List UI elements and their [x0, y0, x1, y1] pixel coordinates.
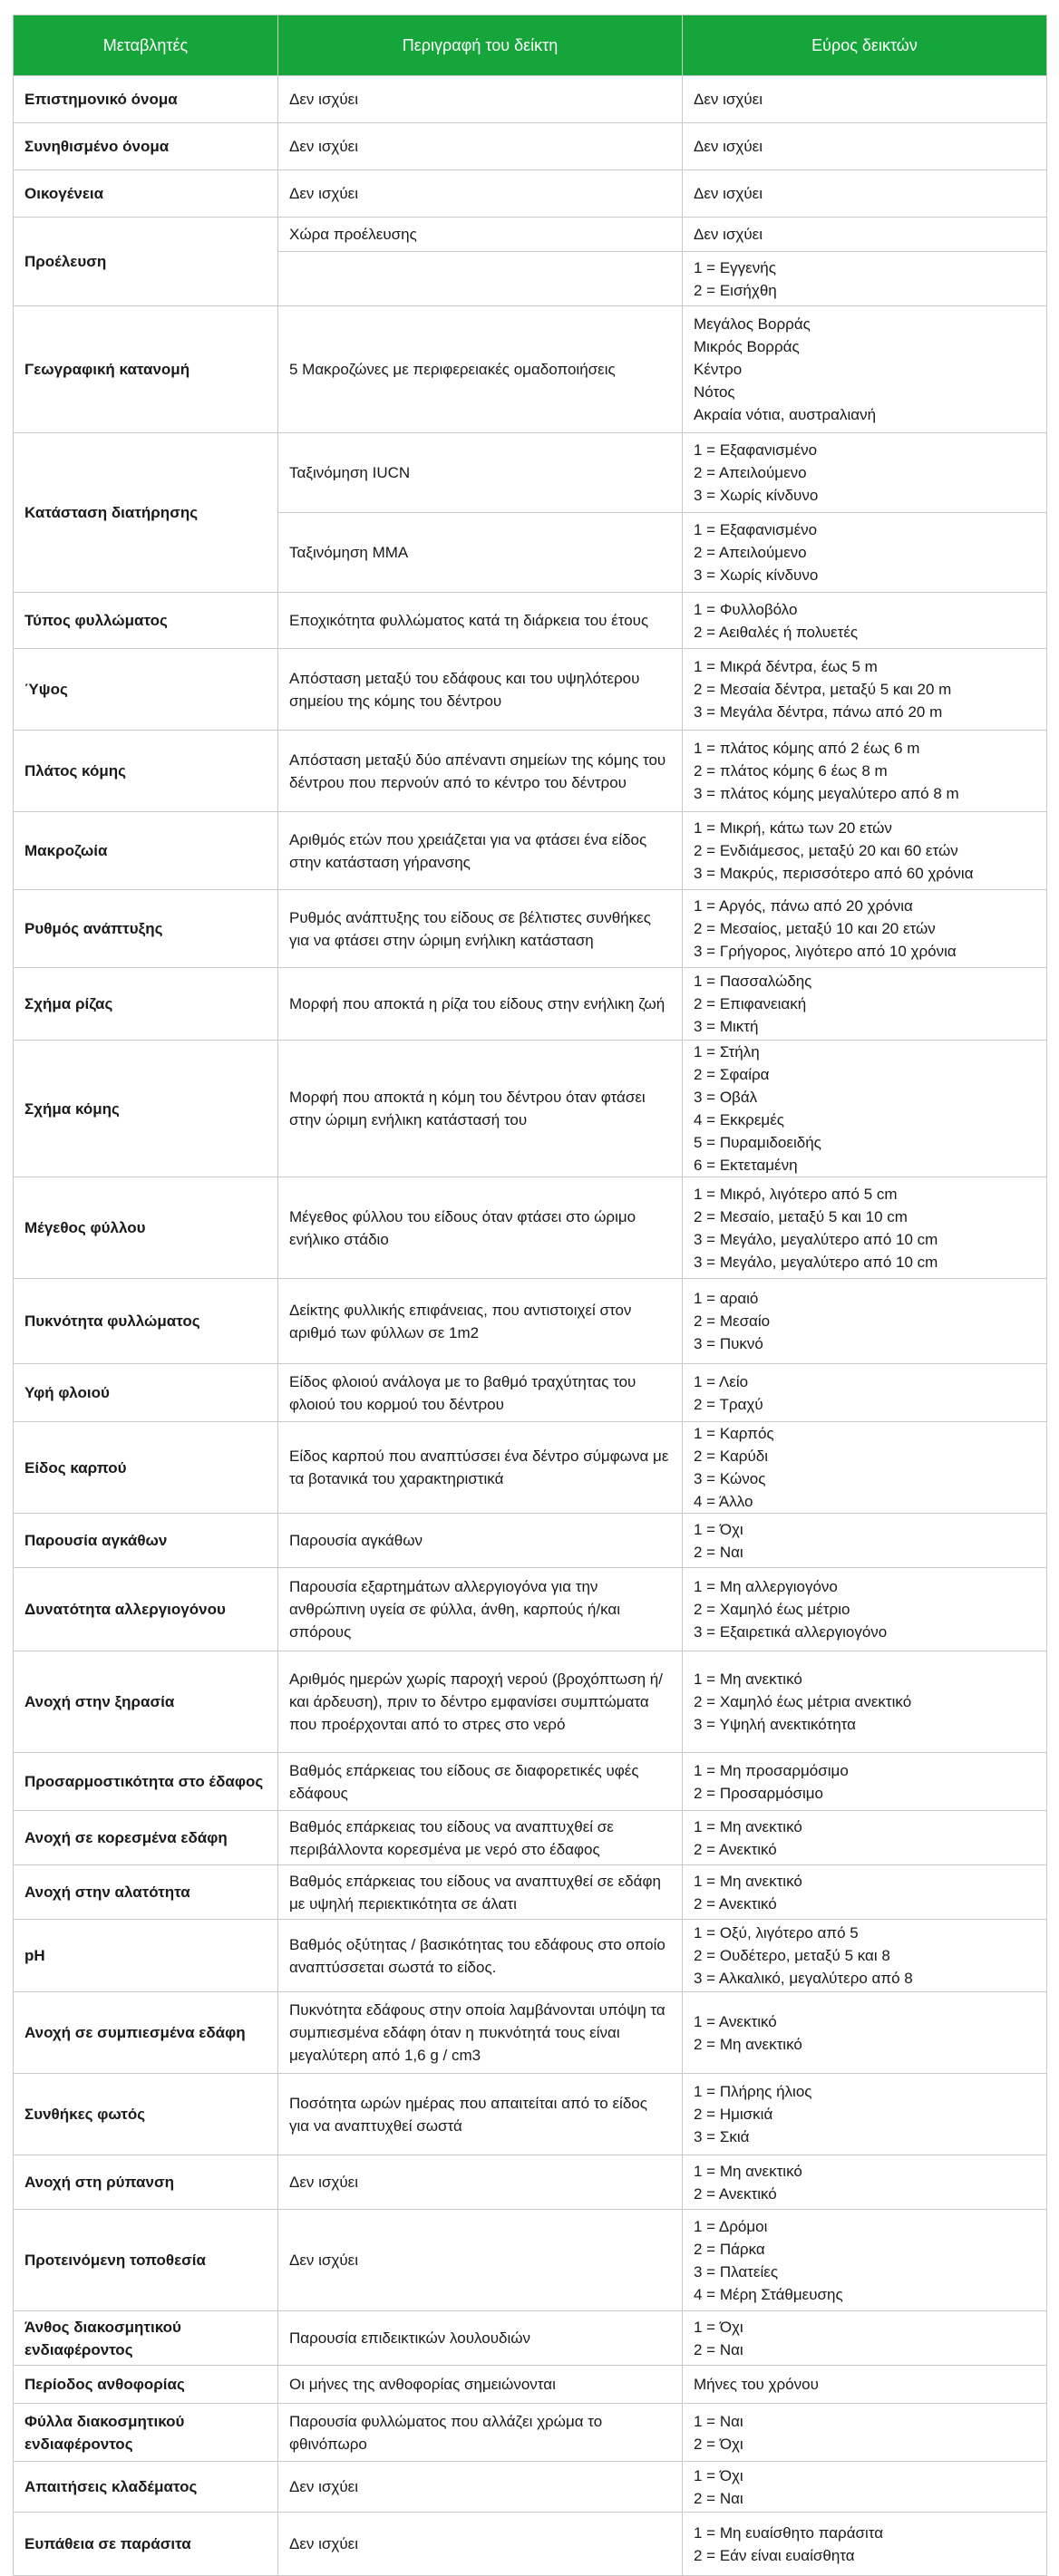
range-value: 2 = Όχι: [694, 2435, 743, 2453]
variable-cell: Συνηθισμένο όνομα: [14, 123, 278, 170]
table-row: [14, 306, 1047, 433]
range-value: 2 = Επιφανειακή: [694, 995, 807, 1012]
range-value: 4 = Μέρη Στάθμευσης: [694, 2285, 843, 2303]
table-row: [14, 1177, 1047, 1279]
description-cell: Εποχικότητα φυλλώματος κατά τη διάρκεια του έτους: [278, 593, 683, 649]
table-row: [14, 890, 1047, 968]
range-cell: [683, 1811, 1047, 1865]
range-value: 1 = Μικρό, λιγότερο από 5 cm: [694, 1185, 898, 1203]
range-cell: [683, 1753, 1047, 1811]
description-cell: Δεν ισχύει: [278, 2513, 683, 2576]
range-value: 3 = Πυκνό: [694, 1335, 763, 1352]
variable-cell: Τύπος φυλλώματος: [14, 593, 278, 649]
table-row: [14, 1651, 1047, 1753]
range-value: 3 = Οβάλ: [694, 1089, 758, 1106]
range-value: 4 = Εκκρεμές: [694, 1111, 784, 1128]
range-cell: [683, 2155, 1047, 2210]
range-value: 2 = Προσαρμόσιμο: [694, 1784, 823, 1802]
range-value: 1 = Πλήρης ήλιος: [694, 2083, 812, 2100]
range-value: 3 = Μακρύς, περισσότερο από 60 χρόνια: [694, 865, 974, 882]
range-value: 3 = Αλκαλικό, μεγαλύτερο από 8: [694, 1970, 913, 1987]
range-value: 1 = Μη ευαίσθητο παράσιτα: [694, 2523, 884, 2542]
range-value: 1 = Φυλλοβόλο: [694, 600, 798, 618]
table-row: [14, 1753, 1047, 1811]
variable-cell: Ανοχή στη ρύπανση: [14, 2155, 278, 2210]
range-cell: [683, 2513, 1047, 2576]
range-value: Ακραία νότια, αυστραλιανή: [694, 406, 877, 423]
range-value: Μήνες του χρόνου: [694, 2376, 819, 2393]
range-value: 1 = αραιό: [694, 1290, 759, 1307]
range-value: 3 = Σκιά: [694, 2128, 750, 2145]
range-value: 1 = Ανεκτικό: [694, 2012, 777, 2030]
range-value: Δεν ισχύει: [694, 226, 763, 243]
range-value: 2 = πλάτος κόμης 6 έως 8 m: [694, 762, 888, 780]
table-row: [14, 2074, 1047, 2155]
description-cell: Μορφή που αποκτά η ρίζα του είδους στην ενήλικη ζωή: [278, 968, 683, 1041]
variable-cell: Ευπάθεια σε παράσιτα: [14, 2513, 278, 2576]
range-cell: [683, 2366, 1047, 2404]
table-row: [14, 1920, 1047, 1992]
table-row: [14, 2311, 1047, 2366]
table-row: [14, 1992, 1047, 2074]
range-value: 2 = Μεσαίο: [694, 1312, 771, 1330]
description-cell: Είδος φλοιού ανάλογα με το βαθμό τραχύτητας του φλοιού του κορμού του δέντρου: [278, 1364, 683, 1422]
range-value: 1 = Μη ανεκτικό: [694, 1872, 802, 1890]
description-cell: Αριθμός ημερών χωρίς παροχή νερού (βροχόπτωση ή/και άρδευση), πριν το δέντρο εμφανίσει συμπτώματα που προέρχονται από το στρες στο νερό: [278, 1651, 683, 1753]
range-value: 1 = Όχι: [694, 2466, 743, 2484]
table-row: [14, 1422, 1047, 1514]
range-cell: [683, 2462, 1047, 2513]
variable-cell: Προτεινόμενη τοποθεσία: [14, 2210, 278, 2311]
range-value: 2 = Μεσαίο, μεταξύ 5 και 10 cm: [694, 1207, 908, 1225]
range-cell: [683, 252, 1047, 306]
variable-cell: Παρουσία αγκάθων: [14, 1514, 278, 1568]
range-value: 3 = Χωρίς κίνδυνο: [694, 487, 819, 504]
range-value: 2 = Χαμηλό έως μέτρια ανεκτικό: [694, 1693, 912, 1710]
range-cell: [683, 433, 1047, 513]
range-cell: [683, 812, 1047, 890]
range-value: 2 = Χαμηλό έως μέτριο: [694, 1601, 850, 1618]
variable-cell: Απαιτήσεις κλαδέματος: [14, 2462, 278, 2513]
table-row: [14, 433, 1047, 513]
description-cell: Μέγεθος φύλλου του είδους όταν φτάσει στο ώριμο ενήλικο στάδιο: [278, 1177, 683, 1279]
description-cell: Παρουσία αγκάθων: [278, 1514, 683, 1568]
range-cell: [683, 593, 1047, 649]
range-value: 3 = Κώνος: [694, 1470, 766, 1487]
description-cell: Ταξινόμηση MMA: [278, 513, 683, 593]
range-value: 2 = Ανεκτικό: [694, 1894, 777, 1913]
range-cell: [683, 731, 1047, 812]
description-cell: Δείκτης φυλλικής επιφάνειας, που αντιστοιχεί στον αριθμό των φύλλων σε 1m2: [278, 1279, 683, 1364]
range-value: 1 = Όχι: [694, 1520, 743, 1538]
range-value: Μικρός Βορράς: [694, 338, 800, 355]
description-cell: Παρουσία εξαρτημάτων αλλεργιογόνα για την ανθρώπινη υγεία σε φύλλα, άνθη, καρπούς ή/και σπόρους: [278, 1568, 683, 1651]
table-row: [14, 1041, 1047, 1177]
range-value: 3 = Χωρίς κίνδυνο: [694, 567, 819, 584]
range-value: 3 = Μεγάλα δέντρα, πάνω από 20 m: [694, 703, 943, 721]
table-body: [14, 76, 1047, 2576]
range-value: Δεν ισχύει: [694, 138, 763, 155]
variable-cell: Μέγεθος φύλλου: [14, 1177, 278, 1279]
range-value: 3 = Μεγάλο, μεγαλύτερο από 10 cm: [694, 1253, 938, 1271]
variable-cell: Δυνατότητα αλλεργιογόνου: [14, 1568, 278, 1651]
range-value: 2 = Ουδέτερο, μεταξύ 5 και 8: [694, 1947, 890, 1964]
description-cell: Δεν ισχύει: [278, 2155, 683, 2210]
range-value: 1 = Μη αλλεργιογόνο: [694, 1578, 838, 1595]
description-cell: Ταξινόμηση IUCN: [278, 433, 683, 513]
range-value: 1 = Εξαφανισμένο: [694, 441, 818, 459]
table-row: [14, 2513, 1047, 2576]
range-cell: [683, 1364, 1047, 1422]
variable-cell: Ανοχή σε κορεσμένα εδάφη: [14, 1811, 278, 1865]
table-row: [14, 2366, 1047, 2404]
description-cell: Βαθμός οξύτητας / βασικότητας του εδάφους στο οποίο αναπτύσσεται σωστά το είδος.: [278, 1920, 683, 1992]
description-cell: Οι μήνες της ανθοφορίας σημειώνονται: [278, 2366, 683, 2404]
variable-cell: Φύλλα διακοσμητικού ενδιαφέροντος: [14, 2404, 278, 2462]
variable-cell: Οικογένεια: [14, 170, 278, 218]
range-value: 1 = Εγγενής: [694, 258, 776, 276]
description-cell: Χώρα προέλευσης: [278, 218, 683, 252]
range-value: 2 = Μεσαία δέντρα, μεταξύ 5 και 20 m: [694, 681, 952, 698]
range-value: 3 = Μεγάλο, μεγαλύτερο από 10 cm: [694, 1230, 938, 1248]
variable-cell: Συνθήκες φωτός: [14, 2074, 278, 2155]
range-value: 1 = Αργός, πάνω από 20 χρόνια: [694, 897, 913, 915]
indicator-table-container: [13, 15, 1046, 2576]
range-value: 1 = Καρπός: [694, 1425, 774, 1442]
range-cell: [683, 2404, 1047, 2462]
range-value: 3 = Εξαιρετικά αλλεργιογόνο: [694, 1623, 888, 1641]
description-cell: Παρουσία επιδεικτικών λουλουδιών: [278, 2311, 683, 2366]
variable-cell: pH: [14, 1920, 278, 1992]
range-cell: [683, 1514, 1047, 1568]
range-value: 1 = πλάτος κόμης από 2 έως 6 m: [694, 740, 920, 757]
variable-cell: Σχήμα ρίζας: [14, 968, 278, 1041]
range-value: 2 = Ενδιάμεσος, μεταξύ 20 και 60 ετών: [694, 842, 958, 859]
range-value: 1 = Λείο: [694, 1372, 749, 1390]
variable-cell: Μακροζωία: [14, 812, 278, 890]
header-range: Εύρος δεικτών: [683, 15, 1047, 76]
range-cell: [683, 968, 1047, 1041]
range-value: 2 = Απειλούμενο: [694, 544, 807, 561]
range-value: Κέντρο: [694, 361, 743, 378]
description-cell: Δεν ισχύει: [278, 76, 683, 123]
range-value: 2 = Τραχύ: [694, 1395, 763, 1413]
description-cell: Δεν ισχύει: [278, 170, 683, 218]
variable-cell: Γεωγραφική κατανομή: [14, 306, 278, 433]
range-cell: [683, 1920, 1047, 1992]
range-cell: [683, 1865, 1047, 1920]
range-value: 2 = Ναι: [694, 2489, 743, 2507]
range-cell: [683, 1279, 1047, 1364]
range-value: 3 = πλάτος κόμης μεγαλύτερο από 8 m: [694, 785, 959, 802]
range-value: 2 = Ναι: [694, 1543, 743, 1561]
variable-cell: Ανοχή σε συμπιεσμένα εδάφη: [14, 1992, 278, 2074]
range-value: 5 = Πυραμιδοειδής: [694, 1134, 821, 1151]
variable-cell: Σχήμα κόμης: [14, 1041, 278, 1177]
range-value: 2 = Πάρκα: [694, 2240, 765, 2258]
range-value: 1 = Στήλη: [694, 1043, 760, 1060]
range-cell: [683, 1422, 1047, 1514]
table-header-row: [14, 15, 1047, 76]
range-value: 3 = Υψηλή ανεκτικότητα: [694, 1716, 856, 1733]
range-cell: [683, 2311, 1047, 2366]
table-row: [14, 2404, 1047, 2462]
description-cell: Αριθμός ετών που χρειάζεται για να φτάσει ένα είδος στην κατάσταση γήρανσης: [278, 812, 683, 890]
range-cell: [683, 513, 1047, 593]
description-cell: Απόσταση μεταξύ δύο απέναντι σημείων της κόμης του δέντρου που περνούν από το κέντρο του δέντρου: [278, 731, 683, 812]
description-cell: Βαθμός επάρκειας του είδους σε διαφορετικές υφές εδάφους: [278, 1753, 683, 1811]
description-cell: Δεν ισχύει: [278, 2210, 683, 2311]
range-value: 2 = Σφαίρα: [694, 1066, 770, 1083]
table-row: [14, 1865, 1047, 1920]
variable-cell: Άνθος διακοσμητικού ενδιαφέροντος: [14, 2311, 278, 2366]
table-row: [14, 731, 1047, 812]
table-row: [14, 968, 1047, 1041]
variable-cell: Ανοχή στην αλατότητα: [14, 1865, 278, 1920]
range-cell: [683, 2210, 1047, 2311]
variable-cell: Ανοχή στην ξηρασία: [14, 1651, 278, 1753]
range-cell: [683, 2074, 1047, 2155]
range-value: 2 = Καρύδι: [694, 1448, 768, 1465]
table-row: [14, 1279, 1047, 1364]
variable-cell: Ύψος: [14, 649, 278, 731]
indicator-table: [13, 15, 1047, 2576]
range-value: 1 = Όχι: [694, 2318, 743, 2336]
range-value: 2 = Ανεκτικό: [694, 1840, 777, 1858]
range-value: 3 = Πλατείες: [694, 2262, 779, 2281]
table-row: [14, 2462, 1047, 2513]
range-value: 1 = Μικρή, κάτω των 20 ετών: [694, 819, 892, 837]
range-cell: [683, 1992, 1047, 2074]
table-row: [14, 1568, 1047, 1651]
variable-cell: Περίοδος ανθοφορίας: [14, 2366, 278, 2404]
description-cell: 5 Μακροζώνες με περιφερειακές ομαδοποιήσεις: [278, 306, 683, 433]
range-value: 1 = Πασσαλώδης: [694, 973, 812, 990]
range-value: 2 = Ημισκιά: [694, 2106, 773, 2123]
range-cell: [683, 649, 1047, 731]
range-value: 2 = Μη ανεκτικό: [694, 2035, 802, 2053]
header-description: Περιγραφή του δείκτη: [278, 15, 683, 76]
range-value: 1 = Εξαφανισμένο: [694, 521, 818, 538]
description-cell: Μορφή που αποκτά η κόμη του δέντρου όταν φτάσει στην ώριμη ενήλικη κατάστασή του: [278, 1041, 683, 1177]
variable-cell: Είδος καρπού: [14, 1422, 278, 1514]
table-row: [14, 170, 1047, 218]
variable-cell: Προσαρμοστικότητα στο έδαφος: [14, 1753, 278, 1811]
range-value: 1 = Μη ανεκτικό: [694, 1671, 802, 1688]
range-value: 1 = Δρόμοι: [694, 2217, 768, 2235]
table-row: [14, 649, 1047, 731]
description-cell: Δεν ισχύει: [278, 2462, 683, 2513]
description-cell: Απόσταση μεταξύ του εδάφους και του υψηλότερου σημείου της κόμης του δέντρου: [278, 649, 683, 731]
variable-cell: Προέλευση: [14, 218, 278, 306]
range-value: Δεν ισχύει: [694, 185, 763, 202]
description-cell: Βαθμός επάρκειας του είδους να αναπτυχθεί σε περιβάλλοντα κορεσμένα με νερό στο έδαφος: [278, 1811, 683, 1865]
variable-cell: Κατάσταση διατήρησης: [14, 433, 278, 593]
table-row: [14, 123, 1047, 170]
range-value: 1 = Μη ανεκτικό: [694, 2162, 802, 2180]
range-cell: [683, 1041, 1047, 1177]
description-cell: Βαθμός επάρκειας του είδους να αναπτυχθεί σε εδάφη με υψηλή περιεκτικότητα σε άλατι: [278, 1865, 683, 1920]
range-cell: [683, 1568, 1047, 1651]
range-value: 1 = Μικρά δέντρα, έως 5 m: [694, 658, 878, 675]
description-cell: Ρυθμός ανάπτυξης του είδους σε βέλτιστες συνθήκες για να φτάσει στην ώριμη ενήλικη κατάσταση: [278, 890, 683, 968]
variable-cell: Επιστημονικό όνομα: [14, 76, 278, 123]
range-value: 1 = Μη ανεκτικό: [694, 1817, 802, 1835]
range-value: 6 = Εκτεταμένη: [694, 1157, 798, 1174]
range-value: 1 = Ναι: [694, 2412, 743, 2430]
range-cell: [683, 76, 1047, 123]
table-row: [14, 2210, 1047, 2311]
table-row: [14, 1811, 1047, 1865]
range-cell: [683, 306, 1047, 433]
range-value: 2 = Αειθαλές ή πολυετές: [694, 623, 859, 641]
variable-cell: Υφή φλοιού: [14, 1364, 278, 1422]
range-value: 2 = Εισήχθη: [694, 281, 777, 299]
range-value: Μεγάλος Βορράς: [694, 315, 811, 333]
description-cell: Ποσότητα ωρών ημέρας που απαιτείται από το είδος για να αναπτυχθεί σωστά: [278, 2074, 683, 2155]
range-cell: [683, 123, 1047, 170]
table-row: [14, 218, 1047, 252]
description-cell: Δεν ισχύει: [278, 123, 683, 170]
range-value: 4 = Άλλο: [694, 1493, 753, 1510]
range-value: 2 = Εάν είναι ευαίσθητα: [694, 2546, 855, 2564]
range-value: 2 = Μεσαίος, μεταξύ 10 και 20 ετών: [694, 920, 936, 937]
range-value: 2 = Απειλούμενο: [694, 464, 807, 481]
range-value: 3 = Γρήγορος, λιγότερο από 10 χρόνια: [694, 943, 957, 960]
description-cell: Πυκνότητα εδάφους στην οποία λαμβάνονται υπόψη τα συμπιεσμένα εδάφη όταν η πυκνότητά τους είναι μεγαλύτερη από 1,6 g / cm3: [278, 1992, 683, 2074]
range-cell: [683, 1651, 1047, 1753]
variable-cell: Ρυθμός ανάπτυξης: [14, 890, 278, 968]
variable-cell: Πυκνότητα φυλλώματος: [14, 1279, 278, 1364]
description-cell: Είδος καρπού που αναπτύσσει ένα δέντρο σύμφωνα με τα βοτανικά του χαρακτηριστικά: [278, 1422, 683, 1514]
range-value: Νότος: [694, 383, 735, 401]
range-value: Δεν ισχύει: [694, 91, 763, 108]
range-value: 1 = Μη προσαρμόσιμο: [694, 1761, 849, 1779]
range-value: 2 = Ναι: [694, 2340, 743, 2358]
table-row: [14, 812, 1047, 890]
range-value: 2 = Ανεκτικό: [694, 2184, 777, 2203]
table-row: [14, 1364, 1047, 1422]
table-row: [14, 593, 1047, 649]
description-cell: Παρουσία φυλλώματος που αλλάζει χρώμα το φθινόπωρο: [278, 2404, 683, 2462]
range-value: 3 = Μικτή: [694, 1018, 759, 1035]
description-cell: [278, 252, 683, 306]
header-variables: Μεταβλητές: [14, 15, 278, 76]
range-cell: [683, 890, 1047, 968]
variable-cell: Πλάτος κόμης: [14, 731, 278, 812]
range-value: 1 = Οξύ, λιγότερο από 5: [694, 1924, 859, 1942]
table-row: [14, 76, 1047, 123]
range-cell: [683, 170, 1047, 218]
table-row: [14, 2155, 1047, 2210]
range-cell: [683, 1177, 1047, 1279]
range-cell: [683, 218, 1047, 252]
table-row: [14, 1514, 1047, 1568]
